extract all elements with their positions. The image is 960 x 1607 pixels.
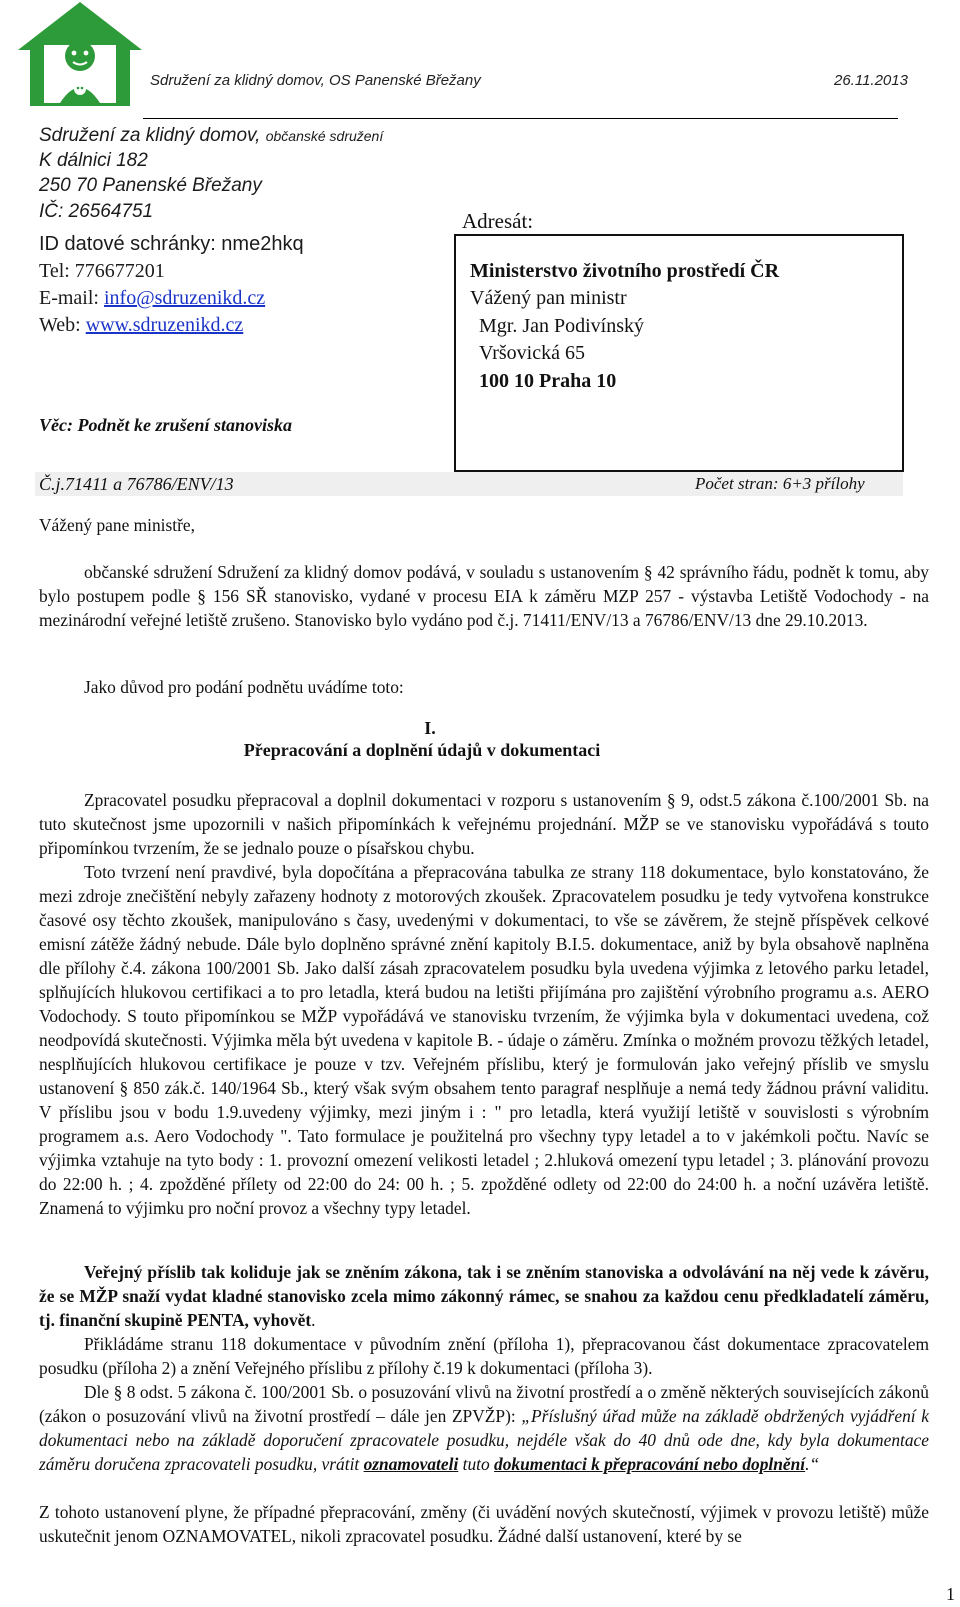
paragraph-5-underline-2: dokumentaci k přepracování nebo doplnění [494, 1454, 806, 1474]
sender-web [39, 312, 243, 338]
addressee-salutation: Vážený pan ministr [470, 287, 627, 309]
paragraph-3-end: . [311, 1310, 316, 1330]
sender-name-text: Sdružení za klidný domov, [39, 125, 261, 146]
intro-paragraph: občanské sdružení Sdružení za klidný domov podává, v souladu s ustanovením § 42 správního řádu, podnět k tomu, aby bylo postupem podle § 156 SŘ stanovisko, vydané v procesu EIA k záměru MZP 257 - výstavba Letiště Vodochody - na mezinárodní veřejné letiště zrušeno. Stanovisko bylo vydáno pod č.j. 71411/ENV/13 a 76786/ENV/13 dne 29.10.2013. [39, 562, 929, 630]
sender-databox: ID datové schránky: nme2hkq [39, 233, 304, 255]
sender-email-link[interactable]: info@sdruzenikd.cz [103, 287, 266, 309]
sender-email-label: E-mail: [39, 287, 104, 309]
paragraph-5-mid: tuto [458, 1454, 495, 1474]
paragraph-2: Toto tvrzení není pravdivé, byla dopočítána a přepracována tabulka ze strany 118 dokumentace, bylo konstatováno, že mezi zdroje znečištění nebyly zařazeny hodnoty z motorových zkoušek. Zpracovatelem posudku je tedy vytvořena konstrukce časové osy těchto zkoušek, manipulováno s časy, uvedenými v dokumentaci, to vše se závěrem, že stejně příspěvek celkové emisní zátěže žádný nebude. Dále bylo doplněno správné znění kapitoly B.I.5. dokumentace, aniž by byla obsahově naplněna dle přílohy č.4. zákona 100/2001 Sb. Jako další zásah zpracovatelem posudku byla uvedena výjimka z letového parku letadel, splňujících hlukovou certifikaci a to pro letadla, která budou na letišti přijímána pro zajištění výrobního programu a.s. AERO Vodochody. S touto připomínkou se MŽP vypořádává ve stanovisku tvrzením, že výjimka byla v dokumentaci uvedena, což neodpovídá skutečnosti. Výjimka měla být uvedena v kapitole B. - údaje o záměru. Zmínka o možném provozu těžkých letadel, nesplňujících hlukovou certifikace je pouze v tzv. Veřejném příslibu, který je formulován jako veřejný příslib ve smyslu ustanovení § 850 zák.č. 140/1964 Sb., který však svým obsahem tento paragraf nesplňuje a nemá tedy žádnou právní validitu. V příslibu jsou v bodu 1.9.uvedeny výjimky, mezi jiným i : " pro letadla, která využijí letiště v souvislosti s výrobním programem a.s. Aero Vodochody ". Tato formulace je použitelná pro všechny typy letadel a to v jakémkoli počtu. Navíc se výjimka vztahuje na tyto body : 1. provozní omezení velikosti letadel ; 2.hluková omezení typu letadel ; 3. plánování provozu do 22:00 h. ; 4. zpožděné přílety od 22:00 do 24: 00 h. ; 5. zpožděné odlety od 22:00 do 24:00 h. a noční uzávěra letiště. Znamená to výjimku pro noční provoz a všechny typy letadel. [39, 862, 929, 1218]
house-logo-icon [16, 0, 144, 110]
paragraph-5 [39, 1380, 929, 1476]
subject-line: Věc: Podnět ke zrušení stanoviska [39, 415, 293, 435]
paragraph-5-end: .“ [805, 1454, 820, 1474]
sender-email [39, 285, 265, 311]
page-number: 1 [946, 1584, 955, 1604]
sender-web-label: Web: [39, 314, 86, 336]
paragraph-3 [39, 1260, 929, 1332]
addressee-person: Mgr. Jan Podivínský [479, 315, 645, 337]
paragraph-4: Přikládáme stranu 118 dokumentace v původním znění (příloha 1), přepracovanou část dokumentace zpracovatelem posudku (příloha 2) a znění Veřejného příslibu z přílohy č.19 k dokumentaci (příloha 3). [39, 1334, 929, 1378]
addressee-street: Vršovická 65 [479, 342, 585, 364]
paragraph-5-lead: Dle § 8 odst. 5 zákona č. 100/2001 Sb. o posuzování vlivů na životní prostředí a o změně některých souvisejících zákonů (zákon o posuzování vlivů na životní prostředí – dále jen ZPVŽP): [39, 1382, 929, 1426]
section-title: Přepracování a doplnění údajů v dokumentaci [243, 740, 601, 760]
section-number: I. [424, 718, 436, 738]
header-organization: Sdružení za klidný domov, OS Panenské Břežany [150, 72, 481, 89]
header-date: 26.11.2013 [834, 72, 908, 89]
paragraph-3-bold: Veřejný příslib tak koliduje jak se zněním zákona, tak i se zněním stanoviska a odvolávání na něj vede k závěru, že se MŽP snaží vydat kladné stanovisko zcela mimo zákonný rámec, se snahou za každou cenu předkladatelí záměru, tj. finanční skupině PENTA, vyhovět [39, 1262, 929, 1330]
sender-tel: Tel: 776677201 [39, 260, 165, 282]
addressee-label: Adresát: [462, 209, 534, 233]
page-count: Počet stran: 6+3 přílohy [695, 474, 865, 493]
paragraph-1: Zpracovatel posudku přepracoval a doplnil dokumentaci v rozporu s ustanovením § 9, odst.5 zákona č.100/2001 Sb. na tuto skutečnost jsme upozornili v našich připomínkách k veřejnému projednání. MŽP se ve stanovisku vypořádává s touto připomínkou tvrzením, že se jednalo pouze o písařskou chybu. [39, 790, 929, 858]
addressee-city: 100 10 Praha 10 [479, 370, 617, 392]
addressee-ministry: Ministerstvo životního prostředí ČR [470, 260, 780, 282]
sender-city: 250 70 Panenské Břežany [39, 175, 262, 196]
sender-street: K dálnici 182 [39, 150, 148, 171]
header-divider [143, 118, 898, 119]
sender-name [39, 124, 383, 148]
paragraph-5-quote-text: „Příslušný úřad může na základě obdržených vyjádření k dokumentaci nebo na základě doporučení zpracovatele posudku, nejdéle však do 40 dnů ode dne, kdy byla dokumentace záměru doručena zpracovateli posudku, vrátit [39, 1406, 929, 1474]
sender-web-link[interactable]: www.sdruzenikd.cz [85, 314, 244, 336]
paragraph-5-underline-1: oznamovateli [363, 1454, 459, 1474]
reference-number: Č.j.71411 a 76786/ENV/13 [39, 474, 234, 494]
paragraph-6: Z tohoto ustanovení plyne, že případné přepracování, změny (či uvádění nových skutečností, výjimek v provozu letiště) může uskutečnit jenom OZNAMOVATEL, nikoli zpracovatel posudku. Žádné další ustanovení, které by se [39, 1502, 929, 1546]
sender-name-suffix: občanské sdružení [265, 128, 384, 144]
sender-ico: IČ: 26564751 [39, 201, 154, 222]
greeting: Vážený pane ministře, [39, 515, 195, 535]
reason-intro: Jako důvod pro podání podnětu uvádíme toto: [84, 677, 404, 697]
